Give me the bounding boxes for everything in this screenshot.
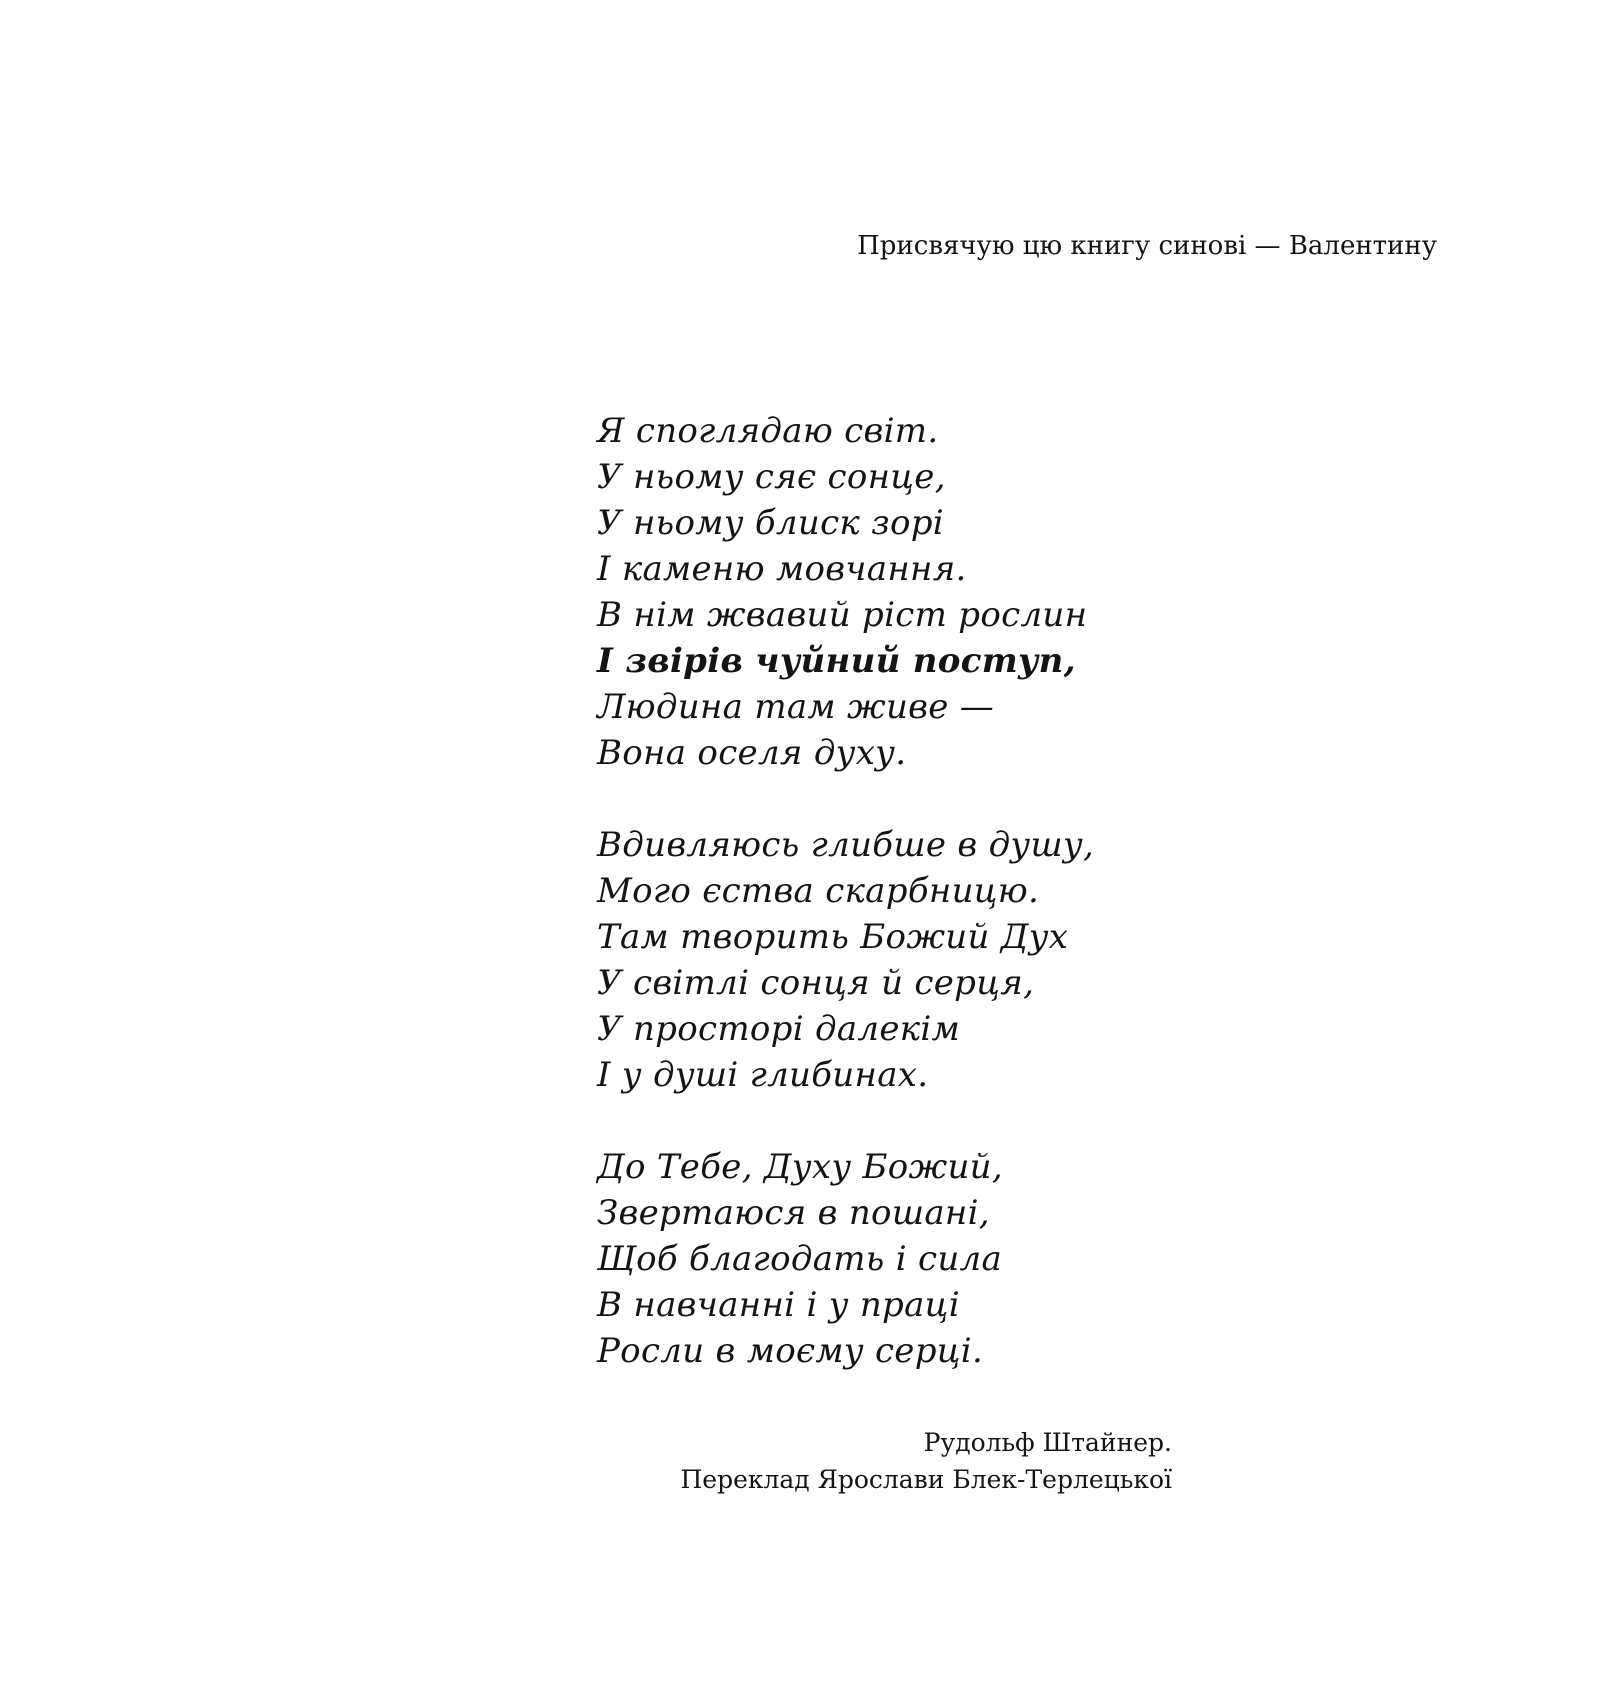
poem-line: І каменю мовчання. (597, 549, 967, 589)
poem-line: У ньому сяє сонце, (597, 457, 946, 497)
poem-line: Там творить Божий Дух (597, 917, 1069, 957)
poem-stanza-2 (597, 822, 1217, 1098)
poem-line: В навчанні і у праці (597, 1285, 960, 1325)
poem-line: І у душі глибинах. (597, 1055, 929, 1095)
attribution-author: Рудольф Штайнер. (923, 1428, 1172, 1457)
poem-line: Вона оселя духу. (597, 733, 907, 773)
dedication: Присвячую цю книгу синові — Валентину (857, 231, 1437, 261)
poem-line: До Тебе, Духу Божий, (597, 1147, 1003, 1187)
poem-line: Людина там живе — (597, 687, 995, 727)
poem-line: Звертаюся в пошані, (597, 1193, 990, 1233)
poem-line: У просторі далекім (597, 1009, 961, 1049)
poem (597, 408, 1217, 1374)
poem-line: В нім жвавий ріст рослин (597, 595, 1088, 635)
poem-line: Щоб благодать і сила (597, 1239, 1003, 1279)
poem-line: Вдивляюсь глибше в душу, (597, 825, 1095, 865)
poem-stanza-1 (597, 408, 1217, 776)
poem-stanza-3 (597, 1144, 1217, 1374)
poem-line: У світлі сонця й серця, (597, 963, 1035, 1003)
poem-line: Я споглядаю світ. (597, 411, 939, 451)
poem-line: У ньому блиск зорі (597, 503, 944, 543)
poem-line: Росли в моєму серці. (597, 1331, 984, 1371)
attribution (681, 1424, 1173, 1498)
attribution-translator: Переклад Ярослави Блек-Терлецької (680, 1465, 1172, 1494)
poem-line-bold: І звірів чуйний поступ, (597, 641, 1076, 681)
poem-line: Мого єства скарбницю. (597, 871, 1040, 911)
